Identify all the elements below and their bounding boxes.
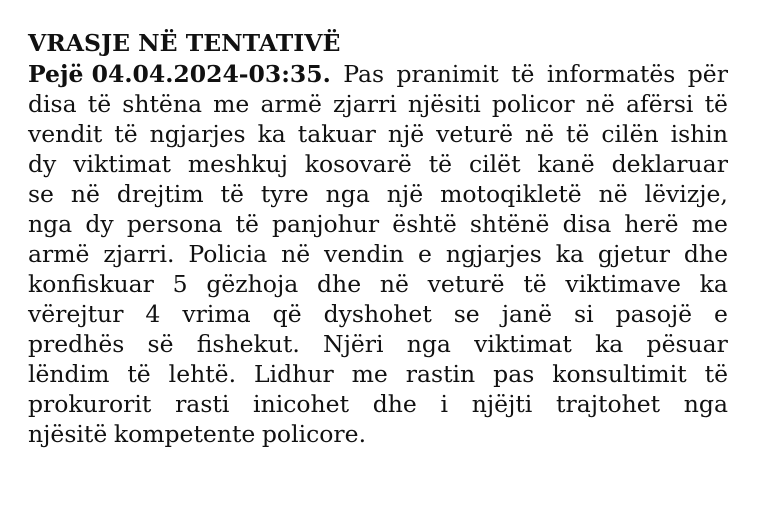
word: janë — [501, 300, 553, 328]
word: dy — [28, 150, 57, 178]
word: kosovarë — [304, 150, 412, 178]
word: dhe — [683, 240, 728, 268]
word: se — [453, 300, 480, 328]
word: nga — [28, 210, 73, 238]
word: e — [417, 240, 432, 268]
word: disa — [562, 210, 612, 238]
word: rasti — [175, 390, 230, 418]
word: ka — [699, 270, 728, 298]
word: policore. — [261, 420, 367, 448]
word: si — [574, 300, 594, 328]
word: rastin — [405, 360, 476, 388]
text-line — [28, 419, 728, 449]
word: viktimat — [73, 150, 171, 178]
word: informatës — [546, 60, 676, 88]
word: një — [386, 180, 424, 208]
word: se — [28, 180, 54, 208]
word: kompetente — [113, 420, 256, 448]
word: 5 — [172, 270, 188, 298]
word: me — [213, 90, 250, 118]
text-line — [28, 209, 728, 239]
word: viktimat — [474, 330, 572, 358]
word: tyre — [260, 180, 309, 208]
word: në — [281, 240, 311, 268]
word: vërejtur — [28, 300, 124, 328]
text-line — [28, 179, 728, 209]
word: cilët — [468, 150, 521, 178]
word: persona — [126, 210, 223, 238]
word: të — [235, 210, 259, 238]
word: viktimave — [565, 270, 681, 298]
word: në — [585, 90, 615, 118]
word: nga — [325, 180, 370, 208]
word: Lidhur — [254, 360, 334, 388]
word: nga — [683, 390, 728, 418]
text-line — [28, 269, 728, 299]
word: pësuar — [646, 330, 728, 358]
word: në — [525, 120, 555, 148]
text-line — [28, 149, 728, 179]
text-line — [28, 389, 728, 419]
word: pasojë — [615, 300, 693, 328]
word: ka — [257, 120, 286, 148]
word: lehtë. — [168, 360, 237, 388]
word: cilën — [601, 120, 659, 148]
word: dy — [85, 210, 114, 238]
word: prokurorit — [28, 390, 152, 418]
word: së — [147, 330, 174, 358]
word: inicohet — [253, 390, 350, 418]
word: njëjti — [471, 390, 533, 418]
word: shtëna — [122, 90, 202, 118]
word: dhe — [317, 270, 362, 298]
word: motoqikletë — [440, 180, 582, 208]
text-line — [28, 119, 728, 149]
word: ngjarjes — [445, 240, 542, 268]
word: Pas — [343, 60, 385, 88]
word: policor — [491, 90, 575, 118]
word: në — [598, 180, 628, 208]
text-line — [28, 359, 728, 389]
word: që — [272, 300, 302, 328]
word: pas — [493, 360, 535, 388]
word: të — [511, 60, 535, 88]
word: gëzhoja — [206, 270, 299, 298]
word: pranimit — [396, 60, 499, 88]
word: Policia — [188, 240, 268, 268]
word: konsultimit — [552, 360, 687, 388]
word: veturë — [427, 270, 505, 298]
word: trajtohet — [556, 390, 661, 418]
word: të — [87, 90, 112, 118]
word: shtënë — [469, 210, 550, 238]
word: gjetur — [597, 240, 670, 268]
word: për — [687, 60, 728, 88]
word: të — [523, 270, 547, 298]
word: nga — [406, 330, 451, 358]
word: fishekut. — [196, 330, 300, 358]
word: vendin — [324, 240, 405, 268]
word: të — [704, 360, 728, 388]
text-line — [28, 239, 728, 269]
word: 4 — [145, 300, 161, 328]
word: njësitë — [28, 420, 108, 448]
word: të — [127, 360, 151, 388]
word: i — [440, 390, 449, 418]
word: të — [114, 120, 138, 148]
word: dhe — [372, 390, 417, 418]
word: ishin — [670, 120, 728, 148]
word: takuar — [297, 120, 376, 148]
word: deklaruar — [611, 150, 728, 178]
word: të — [428, 150, 453, 178]
word: ngjarjes — [149, 120, 246, 148]
word: me — [351, 360, 388, 388]
word: kanë — [537, 150, 595, 178]
word: vendit — [28, 120, 103, 148]
word: në — [379, 270, 409, 298]
text-line — [28, 329, 728, 359]
word: herë — [624, 210, 679, 238]
word: të — [566, 120, 590, 148]
word: lëvizje, — [644, 180, 728, 208]
word: e — [714, 300, 728, 328]
word: ka — [555, 240, 584, 268]
word: një — [387, 120, 425, 148]
text-line — [28, 59, 728, 89]
document — [28, 27, 728, 449]
word: drejtim — [116, 180, 204, 208]
word: armë — [28, 240, 90, 268]
word: panjohur — [272, 210, 380, 238]
report-title: VRASJE NË TENTATIVË — [28, 29, 341, 57]
word: predhës — [28, 330, 125, 358]
word: meshkuj — [187, 150, 288, 178]
word: zjarri. — [103, 240, 175, 268]
word: Njëri — [323, 330, 384, 358]
text-line — [28, 89, 728, 119]
word: njësiti — [407, 90, 481, 118]
report-body — [28, 59, 728, 449]
word: vrima — [182, 300, 251, 328]
word: zjarri — [333, 90, 397, 118]
word: konfiskuar — [28, 270, 154, 298]
word: është — [392, 210, 457, 238]
word: të — [704, 90, 728, 118]
word: disa — [28, 90, 77, 118]
word: me — [691, 210, 728, 238]
word: në — [70, 180, 100, 208]
word: lëndim — [28, 360, 110, 388]
text-line — [28, 299, 728, 329]
report-lead: Pejë 04.04.2024-03:35. — [28, 60, 331, 88]
word: ka — [595, 330, 624, 358]
word: dyshohet — [323, 300, 432, 328]
word: të — [220, 180, 244, 208]
word: armë — [260, 90, 322, 118]
word: afërsi — [625, 90, 694, 118]
word: veturë — [436, 120, 514, 148]
